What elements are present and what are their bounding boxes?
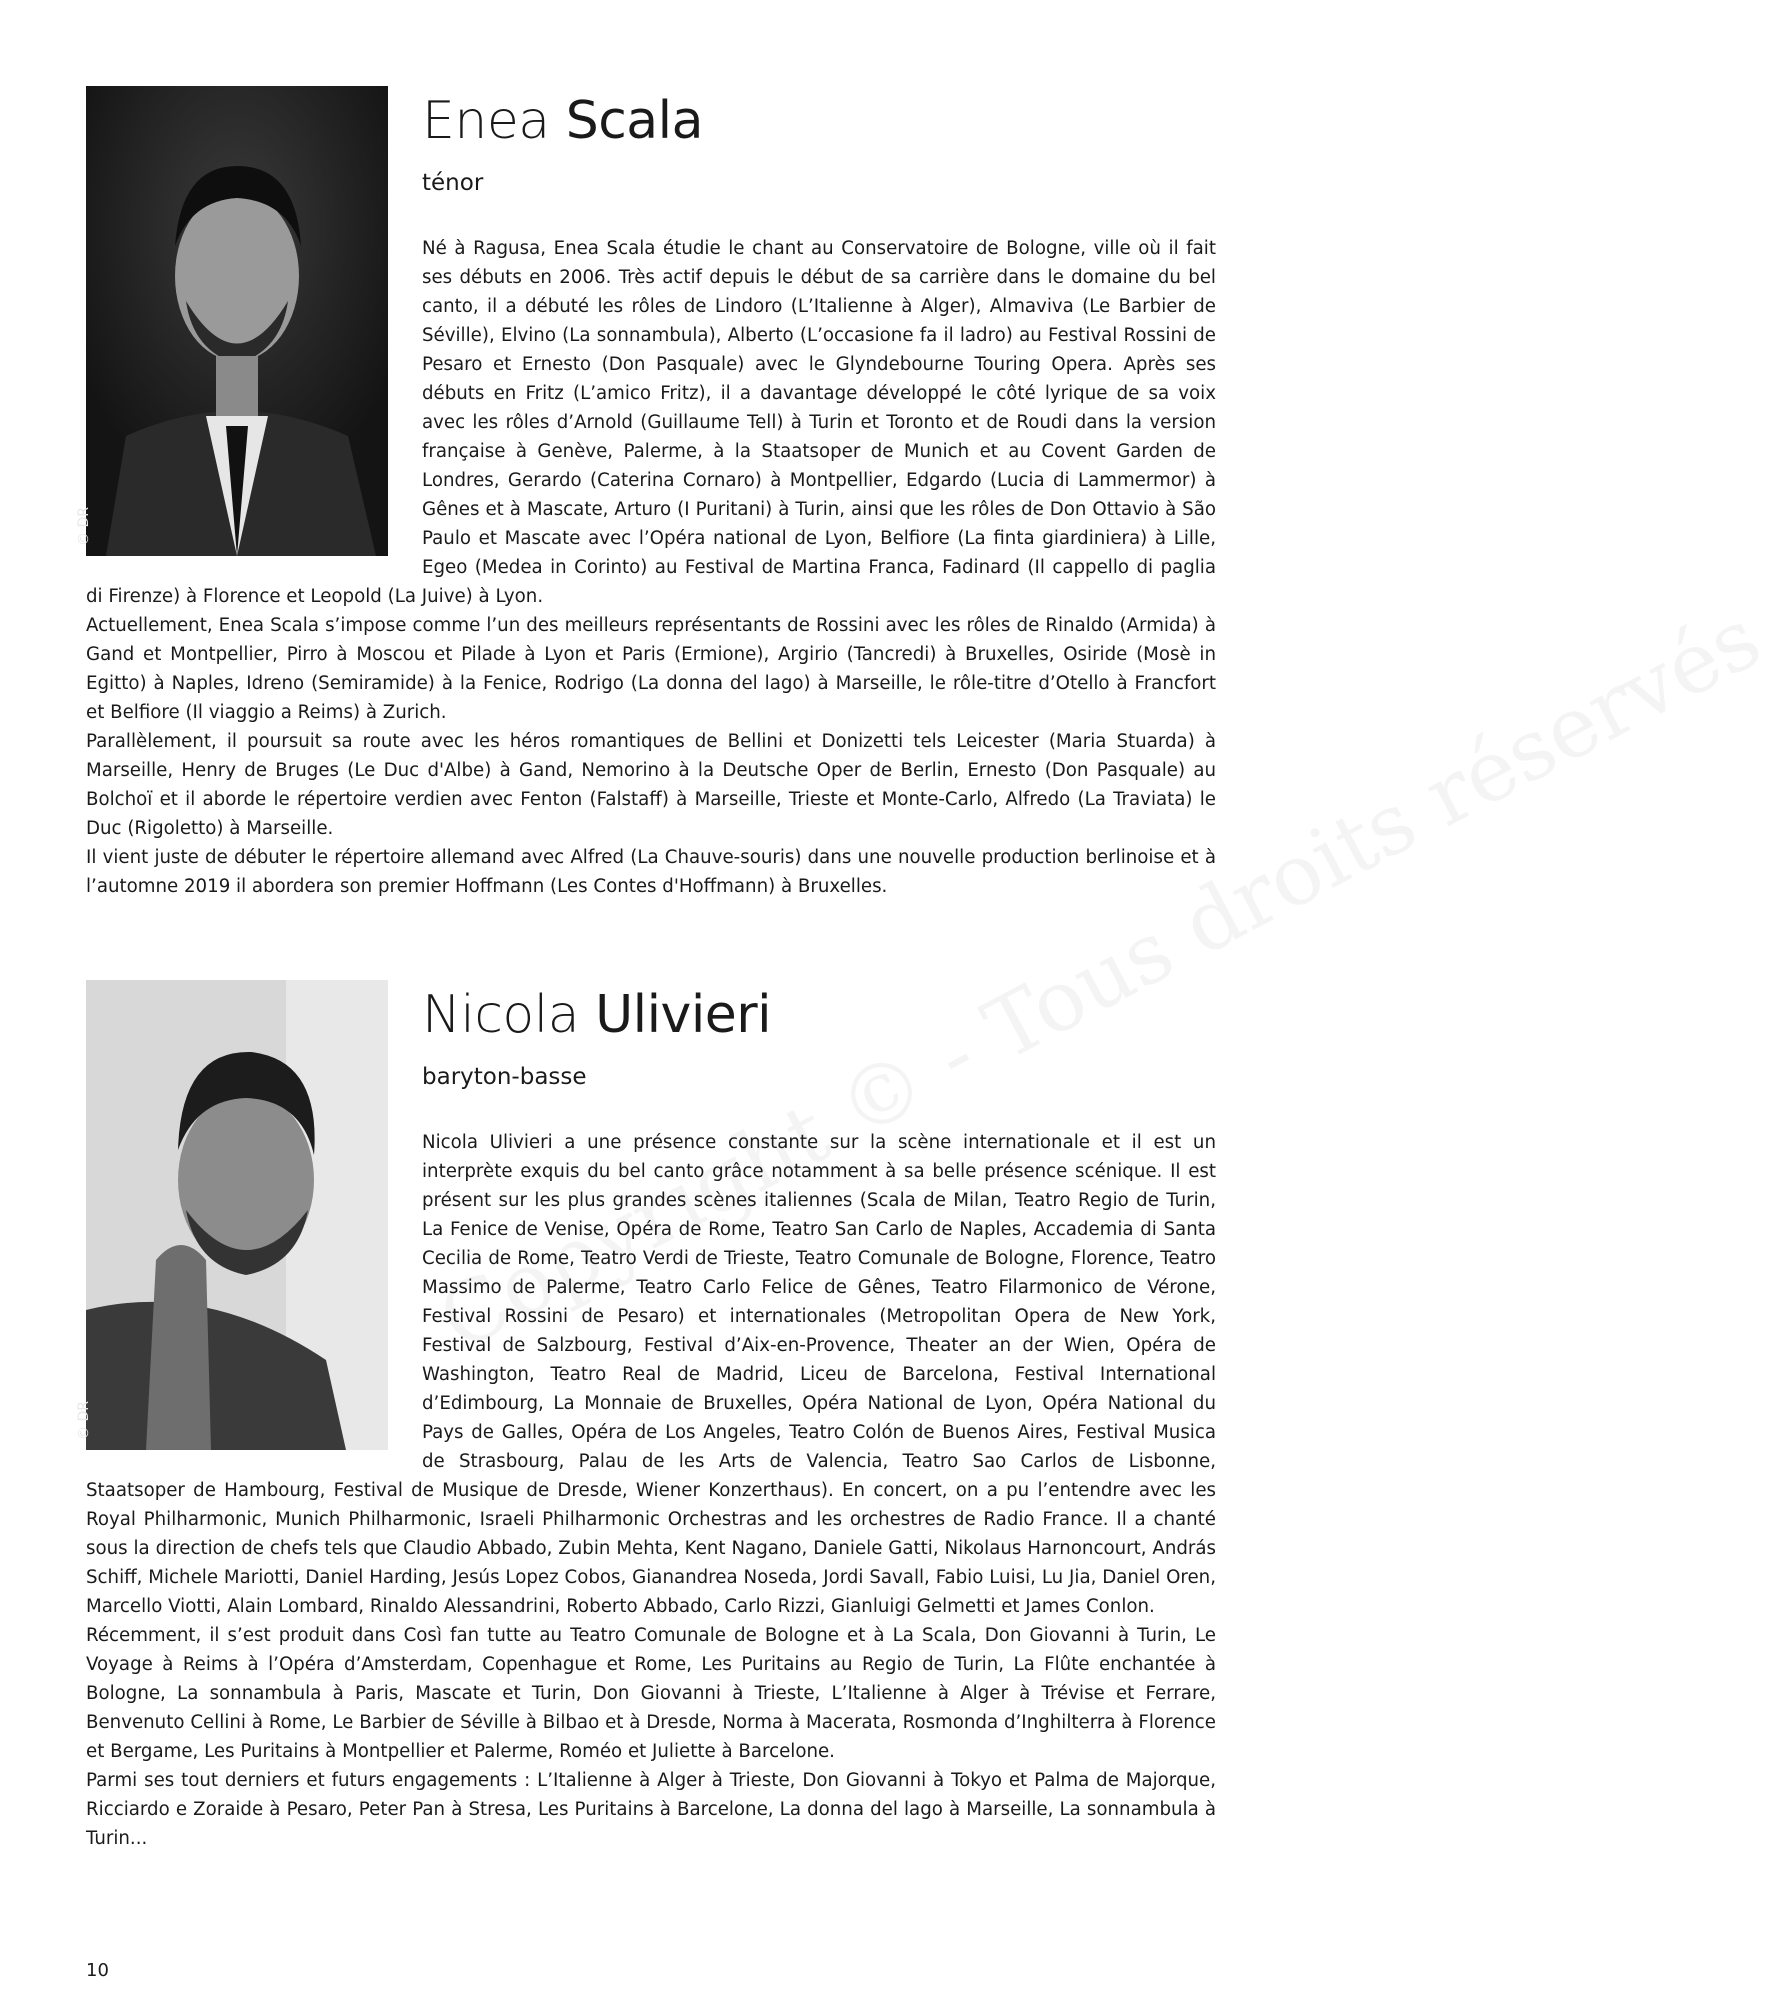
bio-paragraph: Il vient juste de débuter le répertoire allemand avec Alfred (La Chauve-souris) dans une nouvelle production berlinoise et à l’automne 2019 il abordera son premier Hoffmann (Les Contes d'Hoffmann) à Bruxelles. [86, 847, 1216, 897]
photo-credit: © DR [76, 507, 92, 546]
bio-paragraph: Parmi ses tout derniers et futurs engagements : L’Italienne à Alger à Trieste, Don Giovanni à Tokyo et Palma de Majorque, Ricciardo e Zoraide à Pesaro, Peter Pan à Stresa, Les Puritains à Barcelone, La donna del lago à Marseille, La sonnambula à Turin... [86, 1770, 1216, 1849]
artist-bio-scala [76, 86, 1216, 901]
artist-role: baryton-basse [422, 1064, 587, 1090]
portrait-image [86, 980, 388, 1450]
page-number: 10 [86, 1960, 109, 1981]
artist-bio-ulivieri [76, 980, 1216, 1853]
last-name: Ulivieri [595, 985, 772, 1045]
portrait-image [86, 86, 388, 556]
artist-role: ténor [422, 170, 484, 196]
bio-paragraph: Actuellement, Enea Scala s’impose comme l’un des meilleurs représentants de Rossini avec les rôles de Rinaldo (Armida) à Gand et Montpellier, Pirro à Moscou et Pilade à Lyon et Paris (Ermione), Argirio (Tancredi) à Bruxelles, Osiride (Mosè in Egitto) à Naples, Idreno (Semiramide) à la Fenice, Rodrigo (La donna del lago) à Marseille, le rôle-titre d’Otello à Francfort et Belfiore (Il viaggio a Reims) à Zurich. [86, 615, 1216, 723]
bio-paragraph: Récemment, il s’est produit dans Così fan tutte au Teatro Comunale de Bologne et à La Scala, Don Giovanni à Turin, Le Voyage à Reims à l’Opéra d’Amsterdam, Copenhague et Rome, Les Puritains au Regio de Turin, La Flûte enchantée à Bologne, La sonnambula à Paris, Mascate et Turin, Don Giovanni à Trieste, L’Italienne à Alger à Trévise et Ferrare, Benvenuto Cellini à Rome, Le Barbier de Séville à Bilbao et à Dresde, Norma à Macerata, Rosmonda d’Inghilterra à Florence et Bergame, Les Puritains à Montpellier et Palerme, Roméo et Juliette à Barcelone. [86, 1625, 1216, 1762]
photo-credit: © DR [76, 1401, 92, 1440]
artist-photo [76, 980, 388, 1450]
bio-paragraph: Parallèlement, il poursuit sa route avec les héros romantiques de Bellini et Donizetti tels Leicester (Maria Stuarda) à Marseille, Henry de Bruges (Le Duc d'Albe) à Gand, Nemorino à la Deutsche Oper de Berlin, Ernesto (Don Pasquale) au Bolchoï et il aborde le répertoire verdien avec Fenton (Falstaff) à Marseille, Trieste et Monte-Carlo, Alfredo (La Traviata) le Duc (Rigoletto) à Marseille. [86, 731, 1216, 839]
bio-paragraph: Nicola Ulivieri a une présence constante sur la scène internationale et il est un interprète exquis du bel canto grâce notamment à sa belle présence scénique. Il est présent sur les plus grandes scènes italiennes (Scala de Milan, Teatro Regio de Turin, La Fenice de Venise, Opéra de Rome, Teatro San Carlo de Naples, Accademia di Santa Cecilia de Rome, Teatro Verdi de Trieste, Teatro Comunale de Bologne, Florence, Teatro Massimo de Palerme, Teatro Carlo Felice de Gênes, Teatro Filarmonico de Vérone, Festival Rossini de Pesaro) et internationales (Metropolitan Opera de New York, Festival de Salzbourg, Festival d’Aix-en-Provence, Theater an der Wien, Opéra de Washington, Teatro Real de Madrid, Liceu de Barcelona, Festival International d’Edimbourg, La Monnaie de Bruxelles, Opéra National de Lyon, Opéra National du Pays de Galles, Opéra de Los Angeles, Teatro Colón de Buenos Aires, Festival Musica de Strasbourg, Palau de les Arts de Valencia, Teatro Sao Carlos de Lisbonne, Staatsoper de Hambourg, Festival de Musique de Dresde, Wiener Konzerthaus). En concert, on a pu l’entendre avec les Royal Philharmonic, Munich Philharmonic, Israeli Philharmonic Orchestras and les orchestres de Radio France. Il a chanté sous la direction de chefs tels que Claudio Abbado, Zubin Mehta, Kent Nagano, Daniele Gatti, Nikolaus Harnoncourt, András Schiff, Michele Mariotti, Daniel Harding, Jesús Lopez Cobos, Gianandrea Noseda, Jordi Savall, Fabio Luisi, Lu Jia, Daniel Oren, Marcello Viotti, Alain Lombard, Rinaldo Alessandrini, Roberto Abbado, Carlo Rizzi, Gianluigi Gelmetti et James Conlon. [86, 1132, 1216, 1617]
first-name: Enea [422, 91, 550, 151]
bio-paragraph: Né à Ragusa, Enea Scala étudie le chant au Conservatoire de Bologne, ville où il fait ses débuts en 2006. Très actif depuis le début de sa carrière dans le domaine du bel canto, il a débuté les rôles de Lindoro (L’Italienne à Alger), Almaviva (Le Barbier de Séville), Elvino (La sonnambula), Alberto (L’occasione fa il ladro) au Festival Rossini de Pesaro et Ernesto (Don Pasquale) avec le Glyndebourne Touring Opera. Après ses débuts en Fritz (L’amico Fritz), il a davantage développé le côté lyrique de sa voix avec les rôles d’Arnold (Guillaume Tell) à Turin et Toronto et de Roudi dans la version française à Genève, Palerme, à la Staatsoper de Munich et au Covent Garden de Londres, Gerardo (Caterina Cornaro) à Montpellier, Edgardo (Lucia di Lammermor) à Gênes et à Mascate, Arturo (I Puritani) à Turin, ainsi que les rôles de Don Ottavio à São Paulo et Mascate avec l’Opéra national de Lyon, Belfiore (La finta giardiniera) à Lille, Egeo (Medea in Corinto) au Festival de Martina Franca, Fadinard (Il cappello di paglia di Firenze) à Florence et Leopold (La Juive) à Lyon. [86, 238, 1216, 607]
first-name: Nicola [422, 985, 580, 1045]
artist-photo [76, 86, 388, 556]
last-name: Scala [565, 91, 703, 151]
